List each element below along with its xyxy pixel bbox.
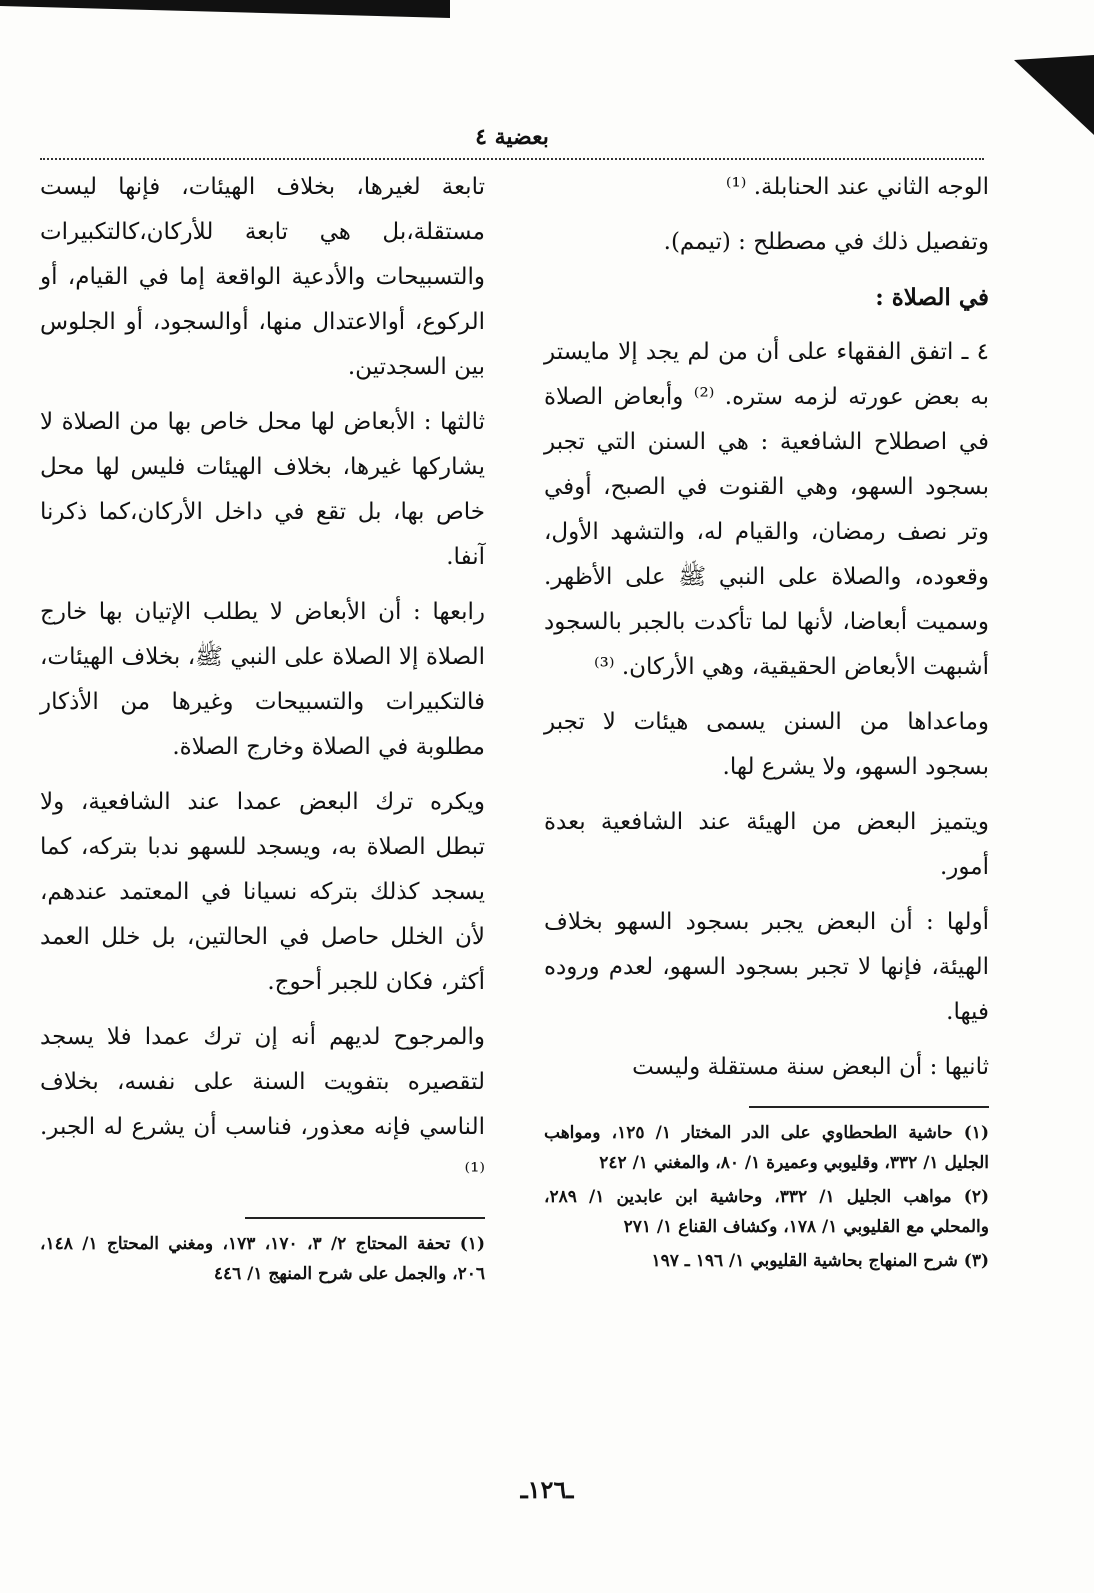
paragraph: وتفصيل ذلك في مصطلح : (تيمم). [663,229,989,255]
footnote: (٣) شرح المنهاج بحاشية القليوبي ١/ ١٩٦ ـ ١٩٧ [651,1251,989,1271]
paragraph: ثانيها : أن البعض سنة مستقلة وليست [632,1054,989,1080]
paragraph: أولها : أن البعض يجبر بسجود السهو بخلاف الهيئة، فإنها لا تجبر بسجود السهو، لعدم وروده فيها. [544,909,989,1025]
left-column [40,165,485,1293]
paragraph: وماعداها من السنن يسمى هيئات لا تجبر بسجود السهو، ولا يشرع لها. [544,709,989,780]
section-heading: في الصلاة : [875,284,989,311]
paragraph: الوجه الثاني عند الحنابلة. ⁽¹⁾ [725,174,989,200]
right-column [544,165,989,1280]
page-number: ـ١٢٦ـ [520,1475,574,1504]
footnote-separator [245,1217,485,1219]
paragraph: ويتميز البعض من الهيئة عند الشافعية بعدة أمور. [544,809,989,880]
page-header [40,118,984,160]
paragraph: والمرجوح لديهم أنه إن ترك عمدا فلا يسجد لتقصيره بتفويت السنة على نفسه، بخلاف الناسي فإنه معذور، فناسب أن يشرع له الجبر. ⁽¹⁾ [40,1024,485,1185]
footnote-separator [749,1106,989,1108]
running-header-title: بعضية ٤ [475,124,549,150]
footnotes [544,1118,989,1276]
paragraph: ٤ ـ اتفق الفقهاء على أن من لم يجد إلا مايستر به بعض عورته لزمه ستره. ⁽²⁾ وأبعاض الصلاة في اصطلاح الشافعية : هي السنن التي تجبر بسجود السهو، وهي القنوت في الصبح، أوفي وتر نصف رمضان، والقيام له، والتشهد الأول، وقعوده، والصلاة على النبي ﷺ على الأظهر. وسميت أبعاضا، لأنها لما تأكدت بالجبر بالسجود أشبهت الأبعاض الحقيقية، وهي الأركان. ⁽³⁾ [544,339,989,680]
paragraph: رابعها : أن الأبعاض لا يطلب الإتيان بها خارج الصلاة إلا الصلاة على النبي ﷺ، بخلاف الهيئات، فالتكبيرات والتسبيحات وغيرها من الأذكار مطلوبة في الصلاة وخارج الصلاة. [40,599,485,760]
paragraph: ثالثها : الأبعاض لها محل خاص بها من الصلاة لا يشاركها غيرها، بخلاف الهيئات فليس لها محل خاص بها، بل تقع في داخل الأركان،كما ذكرنا آنفا. [40,409,485,570]
footnote: (٢) مواهب الجليل ١/ ٣٣٢، وحاشية ابن عابدين ١/ ٢٨٩، والمحلي مع القليوبي ١/ ١٧٨، وكشاف القناع ١/ ٢٧١ [544,1187,989,1237]
scan-edge-shadow-top [0,0,450,18]
scan-edge-shadow-right [1014,55,1094,135]
footnote: (١) حاشية الطحطاوي على الدر المختار ١/ ١٢٥، ومواهب الجليل ١/ ٣٣٢، وقليوبي وعميرة ١/ ٨٠، والمغني ١/ ٢٤٢ [544,1123,989,1173]
paragraph: تابعة لغيرها، بخلاف الهيئات، فإنها ليست مستقلة،بل هي تابعة للأركان،كالتكبيرات والتسبيحات والأدعية الواقعة إما في القيام، أو الركوع، أوالاعتدال منها، أوالسجود، أو الجلوس بين السجدتين. [40,174,485,380]
footnotes [40,1229,485,1289]
paragraph: ويكره ترك البعض عمدا عند الشافعية، ولا تبطل الصلاة به، ويسجد للسهو ندبا بتركه، كما يسجد كذلك بتركه نسيانا في المعتمد عندهم، لأن الخلل حاصل في الحالتين، بل خلل العمد أكثر، فكان للجبر أحوج. [40,789,485,995]
footnote: (١) تحفة المحتاج ٢/ ٣، ١٧٠، ١٧٣، ومغني المحتاج ١/ ١٤٨، ٢٠٦، والجمل على شرح المنهج ١/ ٤٤٦ [40,1234,485,1284]
